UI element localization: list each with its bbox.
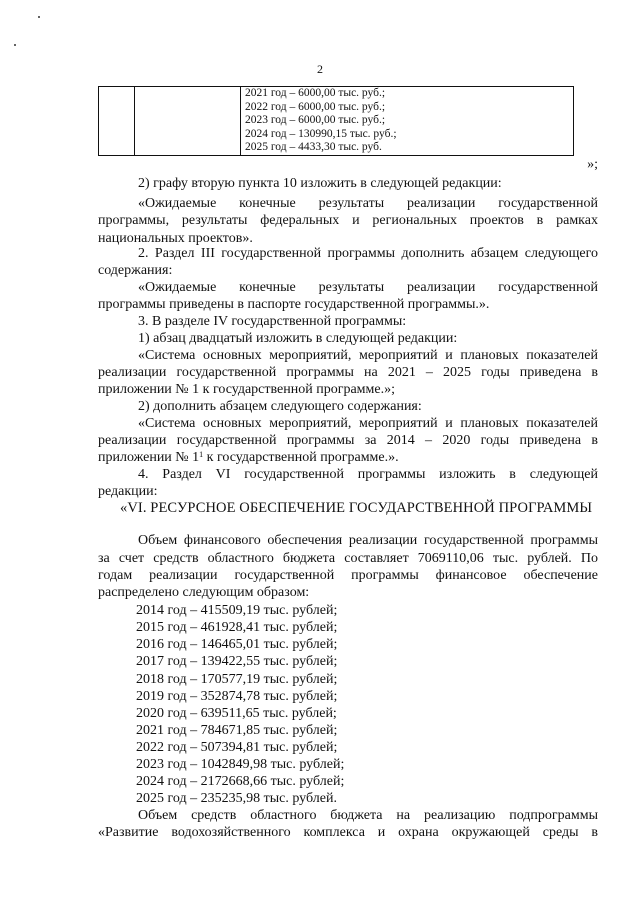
year-line: 2023 год – 1042849,98 тыс. рублей; xyxy=(136,757,345,772)
paragraph-line: «Развитие водохозяйственного комплекса и охрана окружающей среды в xyxy=(98,825,598,840)
paragraph-line: «Система основных мероприятий, мероприятий и плановых показателей xyxy=(138,348,598,363)
paragraph-line: 1) абзац двадцатый изложить в следующей редакции: xyxy=(138,331,458,346)
appendix-ref: приложении № 1 xyxy=(98,450,200,465)
page-number: 2 xyxy=(317,62,323,76)
financing-table xyxy=(98,86,574,156)
table-line: 2025 год – 4433,30 тыс. руб. xyxy=(245,141,382,154)
paragraph-line: «Ожидаемые конечные результаты реализации государственной xyxy=(138,196,598,211)
paragraph-line: «Система основных мероприятий, мероприятий и плановых показателей xyxy=(138,416,598,431)
paragraph-line: 3. В разделе IV государственной программы: xyxy=(138,314,407,329)
year-line: 2025 год – 235235,98 тыс. рублей. xyxy=(136,791,337,806)
paragraph-line: распределено следующим образом: xyxy=(98,585,310,600)
table-row xyxy=(99,87,574,156)
year-line: 2021 год – 784671,85 тыс. рублей; xyxy=(136,723,338,738)
paragraph-line: национальных проектов». xyxy=(98,231,253,246)
paragraph-line: программы, результаты федеральных и региональных проектов в рамках xyxy=(98,213,598,228)
table-cell-empty xyxy=(135,87,241,156)
paragraph-line: программы приведены в паспорте государственной программы.». xyxy=(98,297,490,312)
paragraph-line: 4. Раздел VI государственной программы изложить в следующей xyxy=(138,467,598,482)
scan-speck xyxy=(38,16,40,18)
year-line: 2017 год – 139422,55 тыс. рублей; xyxy=(136,654,338,669)
appendix-ref-tail: к государственной программе.». xyxy=(203,450,399,465)
paragraph-line: 2. Раздел III государственной программы дополнить абзацем следующего xyxy=(138,246,598,261)
table-line: 2023 год – 6000,00 тыс. руб.; xyxy=(245,114,386,127)
paragraph-line: «Ожидаемые конечные результаты реализации государственной xyxy=(138,280,598,295)
year-line: 2020 год – 639511,65 тыс. рублей; xyxy=(136,706,337,721)
year-line: 2022 год – 507394,81 тыс. рублей; xyxy=(136,740,338,755)
paragraph-line: годам реализации государственной программы финансовое обеспечение xyxy=(98,568,598,583)
paragraph-line: содержания: xyxy=(98,263,173,278)
year-line: 2014 год – 415509,19 тыс. рублей; xyxy=(136,603,338,618)
paragraph-line: 2) графу вторую пункта 10 изложить в следующей редакции: xyxy=(138,176,502,191)
paragraph-line: приложении № 1 к государственной программе.»; xyxy=(98,382,396,397)
year-line: 2016 год – 146465,01 тыс. рублей; xyxy=(136,637,338,652)
paragraph-line: реализации государственной программы за 2014 – 2020 годы приведена в xyxy=(98,433,598,448)
paragraph-line: реализации государственной программы на 2021 – 2025 годы приведена в xyxy=(98,365,598,380)
year-line: 2015 год – 461928,41 тыс. рублей; xyxy=(136,620,338,635)
table-cell-empty xyxy=(99,87,135,156)
paragraph-line: 2) дополнить абзацем следующего содержания: xyxy=(138,399,422,414)
year-line: 2024 год – 2172668,66 тыс. рублей; xyxy=(136,774,345,789)
table-closing-quote: »; xyxy=(587,157,598,172)
scan-speck xyxy=(14,44,16,46)
table-line: 2021 год – 6000,00 тыс. руб.; xyxy=(245,87,386,99)
table-line: 2024 год – 130990,15 тыс. руб.; xyxy=(245,127,397,140)
paragraph-line: редакции: xyxy=(98,484,158,499)
year-line: 2019 год – 352874,78 тыс. рублей; xyxy=(136,689,338,704)
paragraph-line: за счет средств областного бюджета составляет 7069110,06 тыс. рублей. По xyxy=(98,551,598,566)
paragraph-line: Объем средств областного бюджета на реализацию подпрограммы xyxy=(138,808,598,823)
section-heading: «VI. РЕСУРСНОЕ ОБЕСПЕЧЕНИЕ ГОСУДАРСТВЕННОЙ ПРОГРАММЫ xyxy=(120,500,593,516)
superscript-1: 1 xyxy=(199,450,204,459)
table-line: 2022 год – 6000,00 тыс. руб.; xyxy=(245,100,386,113)
paragraph-line: Объем финансового обеспечения реализации государственной программы xyxy=(138,533,598,548)
paragraph-line xyxy=(98,450,598,466)
year-line: 2018 год – 170577,19 тыс. рублей; xyxy=(136,672,338,687)
table-cell-financing xyxy=(241,87,574,156)
